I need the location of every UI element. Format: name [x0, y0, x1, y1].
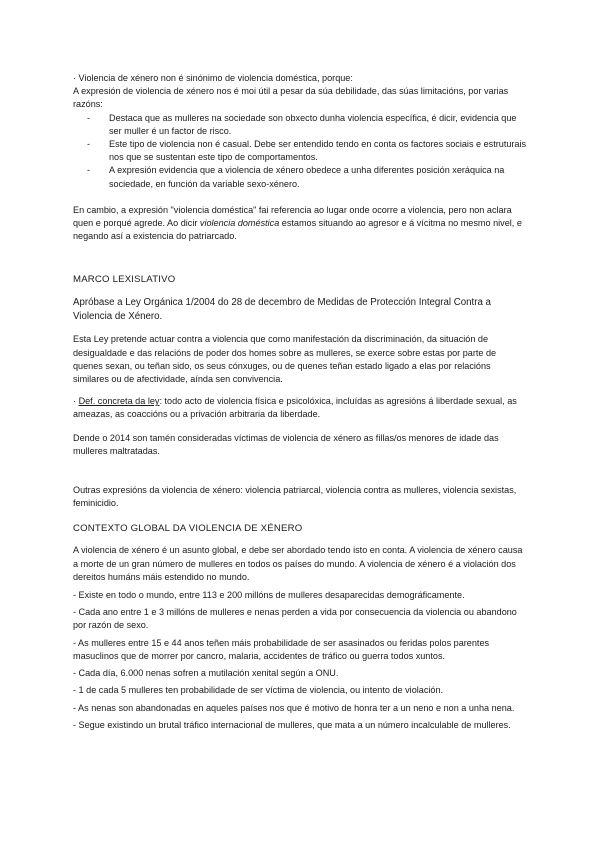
fact-item: - Cada día, 6.000 nenas sofren a mutilación xenital según a ONU. [73, 668, 339, 679]
law-description: Esta Ley pretende actuar contra a violencia que como manifestación da discriminación, da situación de desigualdade e das relacións de poder dos homes sobre as mulleres, se exerce sobre estas por parte de quenes sexan, ou teñan sido, os seus cónxuges, ou de quenes teñan estado ligado a elas por relacións similares ou de afectividade, aínda sen convivencia. [73, 334, 497, 385]
bullet-marker: - [87, 139, 91, 150]
fact-item: - Segue existindo un brutal tráfico internacional de mulleres, que mata a un número incalculable de mulleres. [73, 719, 511, 730]
fact-item: - Existe en todo o mundo, entre 113 e 200 millóns de mulleres desaparecidas demográficamente. [73, 590, 465, 601]
context-intro: A violencia de xénero é un asunto global, e debe ser abordado tendo isto en conta. A violencia de xénero causa a morte de un gran número de mulleres en todos os países do mundo. A violencia de xénero é a violación dos dereitos humáns máis estendido no mundo. [73, 545, 523, 582]
fact-item: - As mulleres entre 15 e 44 anos teñen máis probabilidade de ser asasinados ou feridas polos parentes masuclinos que de morrer por cancro, malaria, accidentes de tráfico ou guerra todos xuntos. [73, 637, 490, 661]
bullet-marker: - [87, 165, 91, 176]
domestic-violence-paragraph: En cambio, a expresión "violencia doméstica" fai referencia ao lugar onde ocorre a violencia, pero non aclara quen e porqué agrede. Ao dicir violencia doméstica estamos situando ao agresor e á vícitma no mesmo nivel, e negando así a existencia do patriarcado. [73, 204, 522, 242]
intro-reasons: A expresión de violencia de xénero nos é moi útil a pesar da súa debilidade, das súas limitacións, por varias razóns: [73, 86, 509, 110]
since-2014-paragraph: Dende o 2014 son tamén consideradas víctimas de violencia de xénero as fillas/os menores de idade das mulleres maltratadas. [73, 432, 499, 456]
document-page [73, 72, 528, 732]
section-heading-contexto: CONTEXTO GLOBAL DA VIOLENCIA DE XÉNERO [73, 523, 303, 535]
fact-item: - 1 de cada 5 mulleres ten probabilidade de ser víctima de violencia, ou intento de violación. [73, 685, 444, 696]
list-item: - A expresión evidencia que a violencia de xénero obedece a unha diferentes posición xeráquica na sociedade, en función da variable sexo-xénero. [87, 165, 505, 189]
reasons-list [87, 112, 528, 191]
section-heading-marco: MARCO LEXISLATIVO [73, 274, 176, 286]
fact-item: - As nenas son abandonadas en aqueles países nos que é motivo de honra ter a un neno e non a unha nena. [73, 702, 515, 713]
bullet-marker: - [87, 112, 91, 123]
law-paragraph: Apróbase a Ley Orgánica 1/2004 do 28 de decembro de Medidas de Protección Integral Contra a Violencia de Xénero. [73, 297, 491, 323]
other-expressions: Outras expresións da violencia de xénero: violencia patriarcal, violencia contra as mulleres, violencia sexistas, feminicidio. [73, 485, 517, 509]
list-item: - Destaca que as mulleres na sociedade son obxecto dunha violencia específica, é dicir, evidencia que ser muller é un factor de risco. [87, 112, 517, 136]
intro-line: · Violencia de xénero non é sinónimo de violencia doméstica, porque: [73, 73, 353, 83]
law-definition: · Def. concreta da ley: todo acto de violencia física e psicolóxica, incluídas as agresións á liberdade sexual, as ameazas, as coaccións ou a privación arbitraria da liberdade. [73, 396, 517, 420]
fact-item: - Cada ano entre 1 e 3 millóns de mulleres e nenas perden a vida por consecuencia da violencia ou abandono por razón de sexo. [73, 607, 517, 631]
list-item: - Este tipo de violencia non é casual. Debe ser entendido tendo en conta os factores sociais e estruturais nos que se sustentan este tipo de comportamentos. [87, 139, 527, 163]
definition-label: Def. concreta da ley [78, 396, 160, 407]
